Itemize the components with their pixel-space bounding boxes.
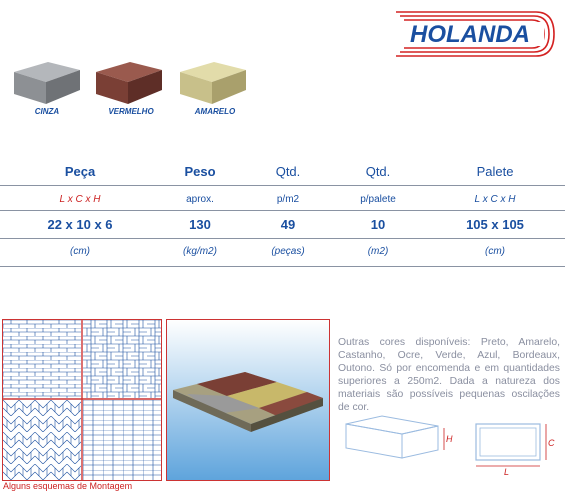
value-palete: 105 x 105 [466, 217, 524, 232]
header-qtd-palete: Qtd. [365, 164, 391, 179]
sub-palete: L x C x H [474, 194, 516, 205]
value-peso: 130 [189, 217, 211, 232]
unit-peso: (kg/m2) [183, 246, 217, 257]
sub-qtd-m2: p/m2 [276, 194, 300, 205]
unit-qtd-palete: (m2) [367, 246, 389, 257]
svg-text:H: H [446, 434, 453, 444]
pallet-dimension-diagram [468, 420, 558, 476]
header-peca: Peça [64, 164, 96, 179]
paving-render-image [166, 319, 330, 481]
value-qtd-m2: 49 [280, 217, 296, 232]
unit-qtd-m2: (peças) [271, 246, 305, 257]
value-qtd-palete: 10 [370, 217, 386, 232]
header-peso: Peso [184, 164, 216, 179]
color-label-amarelo: AMARELO [194, 107, 236, 116]
brick-grey-image [8, 58, 82, 108]
divider [0, 266, 565, 267]
color-label-vermelho: VERMELHO [108, 107, 154, 116]
divider [0, 238, 565, 239]
svg-text:C: C [548, 438, 555, 448]
description-text: Outras cores disponíveis: Preto, Amarelo, Castanho, Ocre, Verde, Azul, Bordeaux, Outono. Só por encomenda e em quantidades superiores a 250m2. Dada a natureza dos materiais são possíveis pequenas oscilações de cor. [338, 337, 560, 413]
color-label-cinza: CINZA [34, 107, 60, 116]
sub-peca: L x C x H [59, 194, 101, 205]
holanda-logo [386, 8, 558, 60]
header-palete: Palete [476, 164, 514, 179]
svg-text:HOLANDA: HOLANDA [410, 21, 530, 48]
unit-peca: (cm) [70, 246, 90, 257]
brick-dimension-diagram [342, 412, 454, 464]
divider [0, 185, 565, 186]
header-qtd-m2: Qtd. [275, 164, 301, 179]
divider [0, 210, 565, 211]
value-peca: 22 x 10 x 6 [47, 217, 113, 232]
brick-red-image [92, 58, 166, 108]
sub-peso: aprox. [186, 194, 214, 205]
montage-patterns-image [2, 319, 162, 481]
brick-yellow-image [176, 58, 250, 108]
montage-caption: Alguns esquemas de Montagem [3, 481, 133, 491]
unit-palete: (cm) [485, 246, 505, 257]
svg-text:L: L [504, 467, 510, 476]
sub-qtd-palete: p/palete [360, 194, 396, 205]
